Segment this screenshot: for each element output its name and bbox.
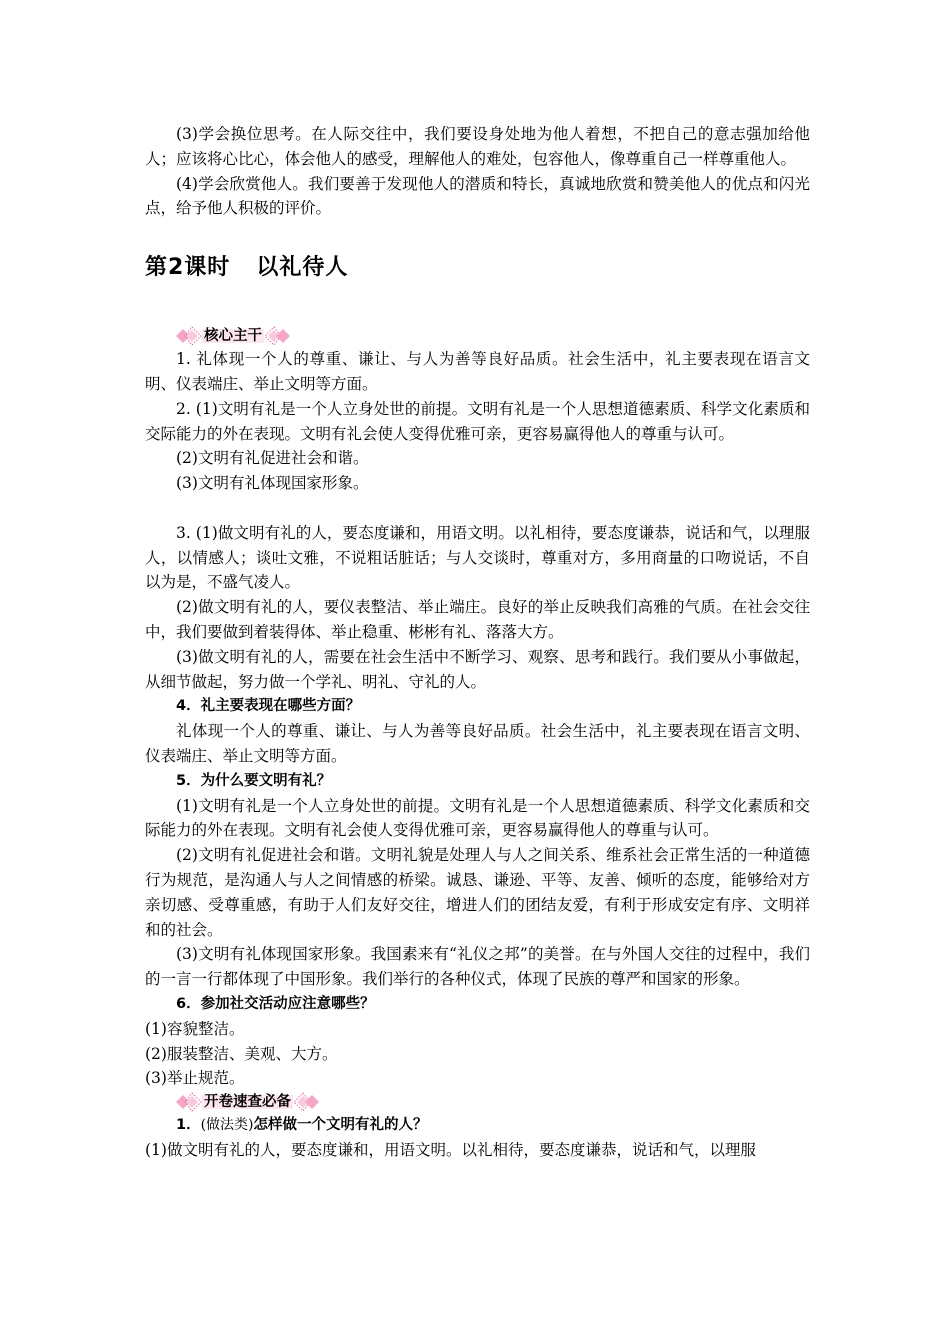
open-book-answer-1: (1)做文明有礼的人，要态度谦和，用语文明。以礼相待，要态度谦恭，说话和气，以理服 [145, 1140, 756, 1159]
open-book-question-number: 1． [176, 1117, 201, 1134]
core-section-badge [176, 325, 810, 347]
core-point-2: 2. (1)文明有礼是一个人立身处世的前提。文明有礼是一个人思想道德素质、科学文化素质和交际能力的外在表现。文明有礼会使人变得优雅可亲，更容易赢得他人的尊重与认可。 [145, 399, 810, 443]
question-5: 5．为什么要文明有礼？ [176, 772, 332, 789]
open-book-question-text: 怎样做一个文明有礼的人？ [253, 1117, 428, 1134]
answer-5c: (3)文明有礼体现国家形象。我国素来有“礼仪之邦”的美誉。在与外国人交往的过程中，我们的一言一行都体现了中国形象。我们举行的各种仪式，体现了民族的尊严和国家的形象。 [145, 945, 810, 989]
diamond-ornament-icon [264, 326, 290, 346]
answer-5b: (2)文明有礼促进社会和谐。文明礼貌是处理人与人之间关系、维系社会正常生活的一种道德行为规范，是沟通人与人之间情感的桥梁。诚恳、谦逊、平等、友善、倾听的态度，能够给对方亲切感、受尊重感，有助于人们友好交往，增进人们的团结友爱，有利于形成安定有序、文明祥和的社会。 [145, 846, 810, 939]
open-book-question-tag: (做法类) [200, 1117, 254, 1134]
diamond-ornament-icon [176, 326, 202, 346]
answer-4: 礼体现一个人的尊重、谦让、与人为善等良好品质。社会生活中，礼主要表现在语言文明、仪表端庄、举止文明等方面。 [145, 722, 810, 765]
core-point-2b: (2)文明有礼促进社会和谐。 [176, 449, 369, 468]
core-point-3: 3. (1)做文明有礼的人，要态度谦和，用语文明。以礼相待，要态度谦恭，说话和气，以理服人，以情感人；谈吐文雅，不说粗话脏话；与人交谈时，尊重对方，多用商量的口吻说话，不自以为是，不盛气凌人。 [145, 523, 810, 592]
document-body [145, 122, 810, 1163]
open-book-question-1 [145, 1113, 810, 1138]
core-point-2c: (3)文明有礼体现国家形象。 [176, 474, 369, 493]
lesson-name: 以礼待人 [256, 255, 349, 281]
open-book-section-badge [176, 1091, 810, 1113]
open-book-section-label: 开卷速查必备 [204, 1094, 291, 1111]
diamond-ornament-icon [176, 1092, 202, 1112]
core-section-label: 核心主干 [204, 328, 262, 345]
question-4: 4．礼主要表现在哪些方面？ [176, 698, 361, 715]
answer-5a: (1)文明有礼是一个人立身处世的前提。文明有礼是一个人思想道德素质、科学文化素质和交际能力的外在表现。文明有礼会使人变得优雅可亲，更容易赢得他人的尊重与认可。 [145, 796, 810, 840]
answer-6a: (1)容貌整洁。 [145, 1019, 245, 1038]
question-6: 6．参加社交活动应注意哪些？ [176, 995, 375, 1012]
intro-paragraph-4: (4)学会欣赏他人。我们要善于发现他人的潜质和特长，真诚地欣赏和赞美他人的优点和闪光点，给予他人积极的评价。 [145, 174, 810, 218]
core-point-1: 1. 礼体现一个人的尊重、谦让、与人为善等良好品质。社会生活中，礼主要表现在语言文明、仪表端庄、举止文明等方面。 [145, 350, 810, 393]
diamond-ornament-icon [293, 1092, 319, 1112]
lesson-number: 第2课时 [145, 255, 231, 281]
core-point-3b: (2)做文明有礼的人，要仪表整洁、举止端庄。良好的举止反映我们高雅的气质。在社会交往中，我们要做到着装得体、举止稳重、彬彬有礼、落落大方。 [145, 598, 810, 641]
core-point-3c: (3)做文明有礼的人，需要在社会生活中不断学习、观察、思考和践行。我们要从小事做起，从细节做起，努力做一个学礼、明礼、守礼的人。 [145, 647, 810, 691]
answer-6b: (2)服装整洁、美观、大方。 [145, 1044, 338, 1063]
answer-6c: (3)举止规范。 [145, 1069, 245, 1088]
intro-paragraph-3: (3)学会换位思考。在人际交往中，我们要设身处地为他人着想，不把自己的意志强加给他人；应该将心比心，体会他人的感受，理解他人的难处，包容他人，像尊重自己一样尊重他人。 [145, 125, 810, 168]
lesson-title [145, 253, 810, 283]
